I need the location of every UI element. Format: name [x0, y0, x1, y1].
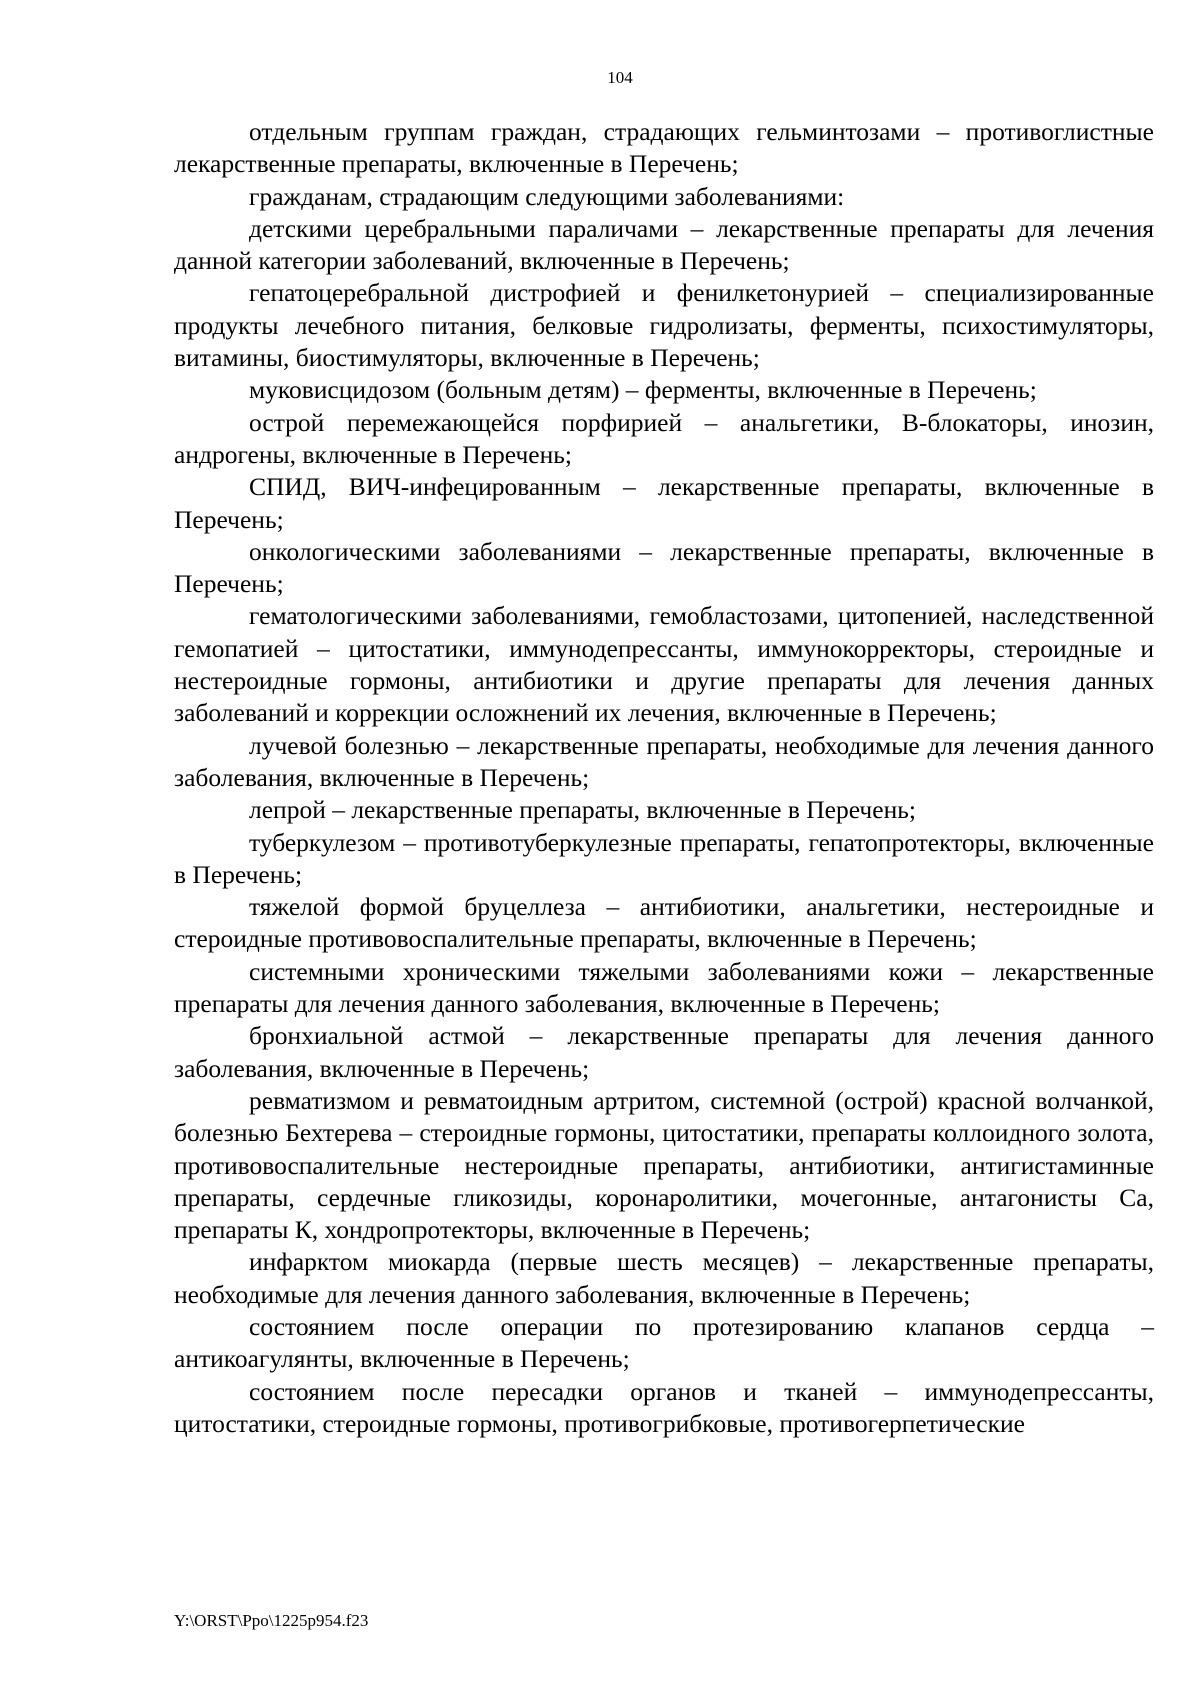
paragraph: системными хроническими тяжелыми заболеваниями кожи – лекарственные препараты для лечения данного заболевания, включенные в Перечень; — [174, 956, 1154, 1019]
paragraph: онкологическими заболеваниями – лекарственные препараты, включенные в Перечень; — [174, 536, 1154, 599]
paragraph: состоянием после операции по протезированию клапанов сердца – антикоагулянты, включенные в Перечень; — [174, 1311, 1154, 1374]
document-body — [174, 116, 1154, 1440]
paragraph: муковисцидозом (больным детям) – ферменты, включенные в Перечень; — [249, 375, 1037, 405]
paragraph: детскими церебральными параличами – лекарственные препараты для лечения данной категории заболеваний, включенные в Перечень; — [174, 213, 1154, 276]
paragraph: лучевой болезнью – лекарственные препараты, необходимые для лечения данного заболевания, включенные в Перечень; — [174, 730, 1154, 792]
paragraph: лепрой – лекарственные препараты, включенные в Перечень; — [249, 795, 916, 825]
paragraph: отдельным группам граждан, страдающих гельминтозами – противоглистные лекарственные препараты, включенные в Перечень; — [174, 117, 1154, 179]
page-number: 104 — [607, 68, 633, 87]
paragraph: состоянием после пересадки органов и тканей – иммунодепрессанты, цитостатики, стероидные гормоны, противогрибковые, противогерпетические — [174, 1376, 1154, 1438]
paragraph: бронхиальной астмой – лекарственные препараты для лечения данного заболевания, включенные в Перечень; — [174, 1021, 1154, 1083]
paragraph: тяжелой формой бруцеллеза – антибиотики, анальгетики, нестероидные и стероидные противовоспалительные препараты, включенные в Перечень; — [174, 892, 1154, 954]
paragraph: острой перемежающейся порфирией – анальгетики, В-блокаторы, инозин, андрогены, включенные в Перечень; — [174, 407, 1154, 469]
paragraph: туберкулезом – противотуберкулезные препараты, гепатопротекторы, включенные в Перечень; — [174, 827, 1154, 889]
paragraph: гражданам, страдающим следующими заболеваниями: — [249, 181, 845, 211]
paragraph: инфарктом миокарда (первые шесть месяцев) – лекарственные препараты, необходимые для лечения данного заболевания, включенные в Перечень; — [174, 1247, 1154, 1309]
paragraph: ревматизмом и ревматоидным артритом, системной (острой) красной волчанкой, болезнью Бехтерева – стероидные гормоны, цитостатики, препараты коллоидного золота, противовоспалительные нестероидные препараты, антибиотики, антигистаминные препараты, сердечные гликозиды, коронаролитики, мочегонные, антагонисты Са, препараты К, хондропротекторы, включенные в Перечень; — [174, 1085, 1154, 1245]
paragraph: гематологическими заболеваниями, гемобластозами, цитопенией, наследственной гемопатией – цитостатики, иммунодепрессанты, иммунокорректоры, стероидные и нестероидные гормоны, антибиотики и другие препараты для лечения данных заболеваний и коррекции осложнений их лечения, включенные в Перечень; — [174, 601, 1154, 728]
paragraph: гепатоцеребральной дистрофией и фенилкетонурией – специализированные продукты лечебного питания, белковые гидролизаты, ферменты, психостимуляторы, витамины, биостимуляторы, включенные в Перечень; — [174, 278, 1154, 373]
footer-file-path: Y:\ORST\Ppo\1225p954.f23 — [174, 1611, 369, 1630]
paragraph: СПИД, ВИЧ-инфецированным – лекарственные препараты, включенные в Перечень; — [174, 472, 1154, 534]
